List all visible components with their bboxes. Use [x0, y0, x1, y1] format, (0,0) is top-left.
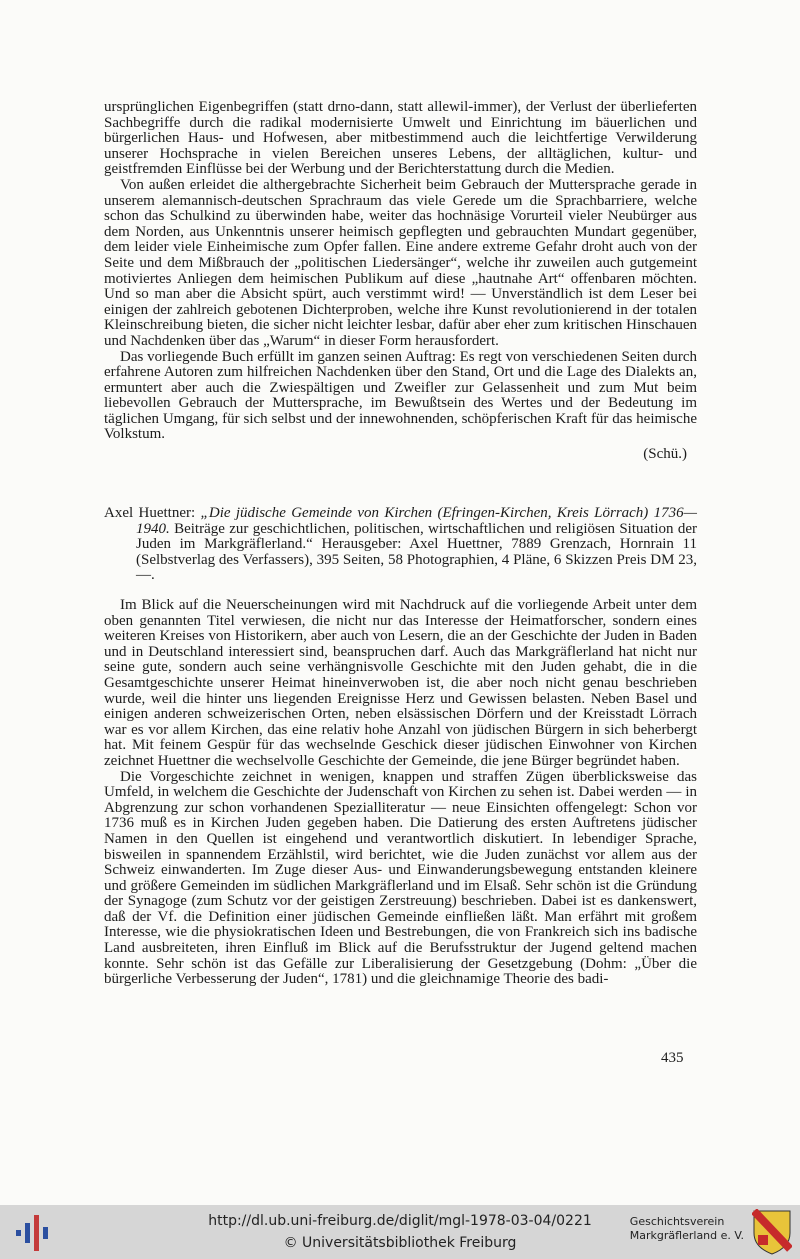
society-line-2: Markgräflerland e. V. [629, 1229, 744, 1242]
book-review [104, 506, 697, 584]
book-author: Axel Huettner: [104, 505, 196, 521]
book-details: Beiträge zur geschichtlichen, politischen, wirtschaftlichen und religiösen Situation der Juden im Markgräflerland.“ Herausgeber: Axel Huettner, 7889 Grenzach, Hornrain 11 (Selbstverlag des Verfassers), 395 Seiten, 58 Photographien, 4 Pläne, 6 Skizzen Preis DM 23,—. [136, 520, 697, 584]
paragraph: ursprünglichen Eigenbegriffen (statt drno-dann, statt allewil-immer), der Verlust der überlieferten Sachbegriffe durch die radikal modernisierte Umwelt und Einrichtung im bäuerlichen und bürgerlichen Haus- und Hofwesen, aber mitbestimmend auch die leichtfertige Verwilderung unserer Hochsprache in vielen Bereichen unseres Lebens, der alltäglichen, kultur- und geistfremden Einflüsse bei der Werbung und der Berichterstattung durch die Medien. [104, 99, 697, 178]
bibliographic-entry [104, 506, 697, 584]
paragraph: Von außen erleidet die althergebrachte Sicherheit beim Gebrauch der Muttersprache gerade in unserem alemannisch-deutschen Sprachraum das viele Gerede um die Sprachbarriere, welche schon das Schulkind zu überwinden habe, weiter das hochnäsige Vorurteil vieler Neubürger aus dem Norden, aus Unkenntnis unserer heimisch gepflegten und gebrauchten Mundart gegenüber, dem leider viele Einheimische zum Opfer fallen. Eine andere extreme Gefahr droht auch von der Seite und dem Mißbrauch der „politischen Liedersänger“, welche ihr zuweilen auch gutgemeint motiviertes Anliegen dem heimischen Publikum auf diese „hautnahe Art“ offenbaren möchten. Und so man aber die Absicht spürt, auch verstimmt wird! — Unverständlich ist dem Leser bei einigen der zahlreich gebotenen Dichterproben, welche ihre Kunst revolutionierend in der totalen Kleinschreibung bieten, die sicher nicht leichter lesbar, dafür aber eher zum kritischen Hinschauen und Nachdenken über das „Warum“ in dieser Form herausfordert. [104, 176, 697, 349]
footer-bar [0, 1205, 800, 1259]
paragraph: Das vorliegende Buch erfüllt im ganzen seinen Auftrag: Es regt von verschiedenen Seiten durch erfahrene Autoren zum hilfreichen Nachdenken über den Stand, Ort und die Lage des Dialekts an, ermuntert aber auch die Zwiespältigen und Zweifler zur Gelassenheit und zum Mut beim liebevollen Gebrauch der Muttersprache, im Bewußtsein des Wertes und der Bedeutung im täglichen Umgang, für sich selbst und der innewohnenden, schöpferischen Kraft für das heimische Volkstum. [104, 348, 697, 443]
coat-of-arms-icon [752, 1209, 792, 1255]
copyright-notice: © Universitätsbibliothek Freiburg [283, 1235, 517, 1251]
paragraph: Im Blick auf die Neuerscheinungen wird mit Nachdruck auf die vorliegende Arbeit unter dem oben genannten Titel verwiesen, die nicht nur das Interesse der Heimatforscher, sondern eines weiteren Kreises von Historikern, aber auch von Lesern, die an der Geschichte der Juden in Baden und in Deutschland interessiert sind, beanspruchen darf. Auch das Markgräflerland hat nicht nur seine gute, sondern auch seine verhängnisvolle Geschichte mit den Juden gehabt, die in die Gesamtgeschichte unserer Heimat hineinverwoben ist, die aber noch nicht genau beschrieben wurde, weil die hinter uns liegenden Ereignisse Herz und Gewissen belasten. Neben Basel und einigen anderen schweizerischen Orten, neben elsässischen Dörfern und der Kreisstadt Lörrach war es vor allem Kirchen, das eine relativ hohe Anzahl von jüdischen Bürgern in sich beherbergt hat. Mit feinem Gespür für das wechselnde Geschick dieser jüdischen Einwohner von Kirchen zeichnet Huettner die wechselvolle Geschichte der Gemeinde, die jene Bürger begründet haben. [104, 597, 697, 769]
book-title: „Die jüdische Gemeinde von Kirchen (Efringen-Kirchen, Kreis Lörrach) 1736—1940. [136, 505, 697, 537]
paragraph: Die Vorgeschichte zeichnet in wenigen, knappen und straffen Zügen überblicksweise das Umfeld, in welchem die Geschichte der Judenschaft von Kirchen zu sehen ist. Dabei werden — in Abgrenzung zur schon vorhandenen Spezialliteratur — neue Einsichten offengelegt: Schon vor 1736 muß es in Kirchen Juden gegeben haben. Die Datierung des ersten Auftretens jüdischer Namen in den Quellen ist eingehend und verantwortlich diskutiert. In lebendiger Sprache, bisweilen in spannendem Erzählstil, wird berichtet, wie die Juden zunächst vor allem aus der Schweiz einwanderten. Im Zuge dieser Aus- und Einwanderungsbewegung entstanden kleinere und größere Gemeinden im südlichen Markgräflerland und im Elsaß. Sehr schön ist die Gründung der Synagoge (zum Schutz vor der geistigen Zerstreuung) beschrieben. Dabei ist es dankenswert, daß der Vf. die Definition einer jüdischen Gemeinde einfließen läßt. Man erfährt mit großem Interesse, wie die physiokratischen Ideen und Bestrebungen, die von Frankreich sich ins badische Land ausbreiteten, ihren Einfluß im Blick auf die Berufsstruktur der Jugend geltend machen konnte. Sehr schön ist das Gefälle zur Liberalisierung der Gesetzgebung (Dohm: „Über die bürgerliche Verbesserung der Juden“, 1781) und die gleichnamige Theorie des badi- [104, 768, 697, 988]
society-name [630, 1215, 744, 1243]
review-text [104, 598, 697, 988]
source-url[interactable]: http://dl.ub.uni-freiburg.de/diglit/mgl-1978-03-04/0221 [208, 1213, 592, 1229]
society-line-1: Geschichtsverein [629, 1215, 725, 1228]
page-number: 435 [661, 1050, 684, 1066]
reviewer-signature: (Schü.) [643, 446, 687, 463]
previous-review-text [104, 100, 697, 463]
